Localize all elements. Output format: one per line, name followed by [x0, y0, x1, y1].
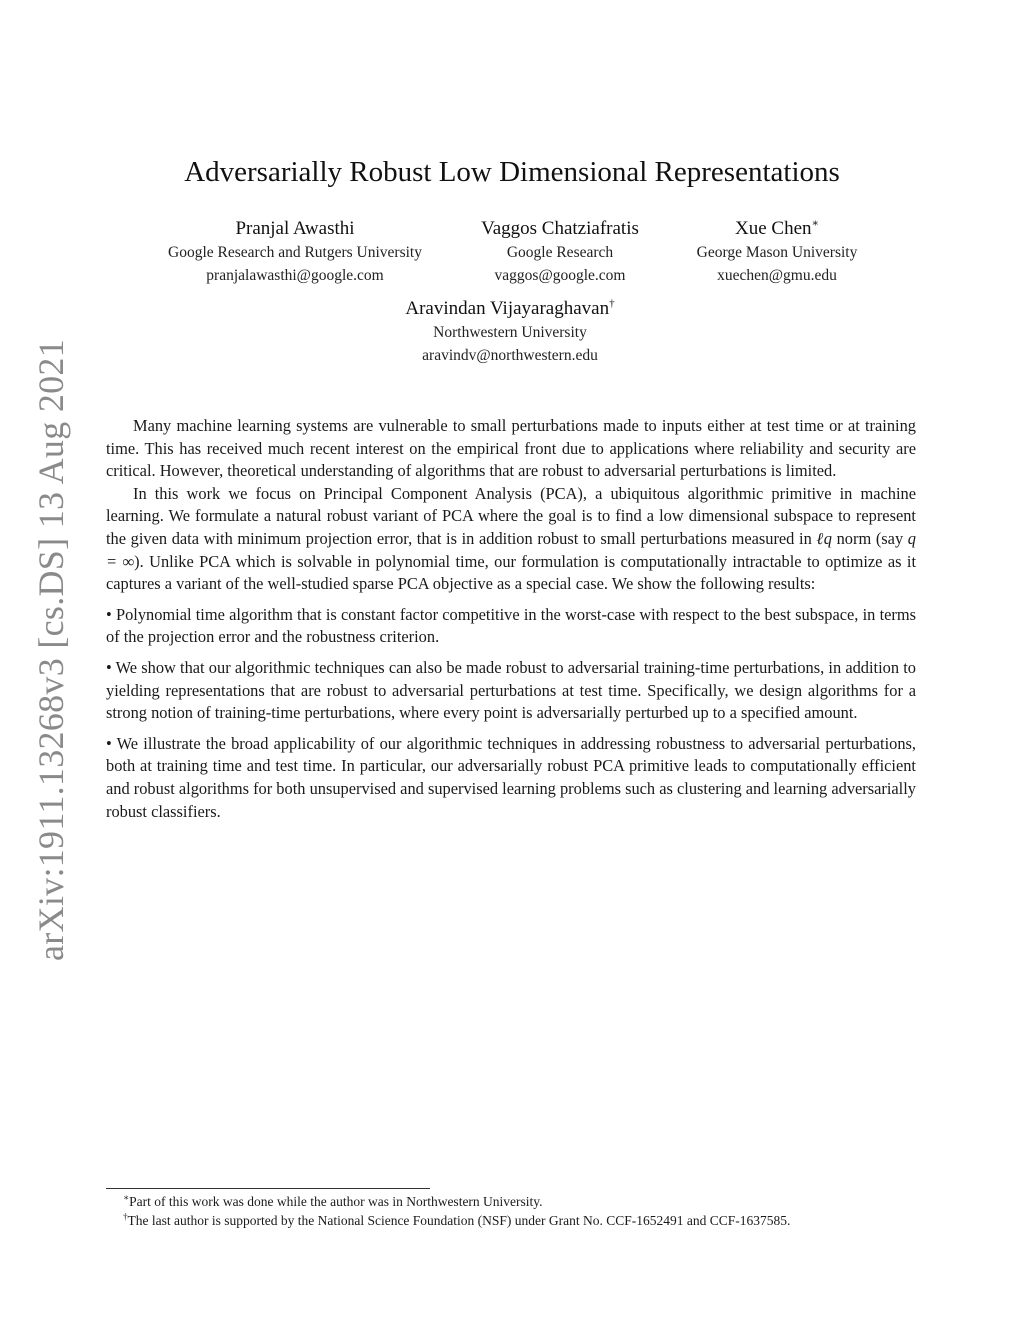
result-bullet: • We illustrate the broad applicability of our algorithmic techniques in addressing robustness to adversarial perturbations, both at training time and test time. In particular, our adversarially robust PCA primitive leads to computationally efficient and robust algorithms for both unsupervised and supervised learning problems such as clustering and learning adversarially robust classifiers.: [106, 733, 916, 821]
result-bullet: • Polynomial time algorithm that is constant factor competitive in the worst-case with respect to the best subspace, in terms of the projection error and the robustness criterion.: [106, 604, 916, 647]
footnote: †The last author is supported by the National Science Foundation (NSF) under Grant No. CCF-1652491 and CCF-1637585.: [123, 1211, 791, 1228]
result-bullet: • We show that our algorithmic techniques can also be made robust to adversarial training-time perturbations, in addition to yielding representations that are robust to adversarial perturbations at test time. Specifically, we design algorithms for a strong notion of training-time perturbations, where every point is adversarially perturbed up to a specified amount.: [106, 657, 916, 723]
author-affiliation: Northwestern University: [433, 324, 587, 341]
arxiv-stamp: [28, 338, 74, 962]
author-block: [450, 217, 670, 287]
author-email: aravindv@northwestern.edu: [422, 347, 598, 364]
author-name: Vaggos Chatziafratis: [481, 218, 639, 239]
abstract-paragraph: Many machine learning systems are vulnerable to small perturbations made to inputs either at test time or at training time. This has received much recent interest on the empirical front due to applications where reliability and security are critical. However, theoretical understanding of algorithms that are robust to adversarial perturbations is limited.: [106, 416, 916, 481]
author-email: vaggos@google.com: [494, 267, 626, 284]
author-email: xuechen@gmu.edu: [717, 267, 837, 284]
author-name: Xue Chen∗: [735, 217, 819, 239]
author-email: pranjalawasthi@google.com: [206, 267, 384, 284]
author-affiliation: Google Research: [506, 244, 614, 261]
author-name: Pranjal Awasthi: [235, 218, 355, 239]
q-infinity-expression: q = ∞: [106, 528, 916, 571]
author-block: [682, 217, 872, 287]
author-affiliation: Google Research and Rutgers University: [168, 244, 422, 261]
footnotes: [123, 1192, 923, 1230]
footnote-rule: [106, 1188, 430, 1189]
author-block: [150, 217, 440, 287]
author-block: [350, 297, 670, 367]
abstract-paragraph: In this work we focus on Principal Component Analysis (PCA), a ubiquitous algorithmic primitive in machine learning. We formulate a natural robust variant of PCA where the goal is to find a low dimensional subspace to represent the given data with minimum projection error, that is in addition robust to small perturbations measured in ℓq norm (say q = ∞). Unlike PCA which is solvable in polynomial time, our formulation is computationally intractable to optimize as it captures a variant of the well-studied sparse PCA objective as a special case. We show the following results:: [106, 483, 917, 594]
author-name: Aravindan Vijayaraghavan†: [405, 297, 615, 319]
arxiv-stamp-text: arXiv:1911.13268v3 [cs.DS] 13 Aug 2021: [31, 338, 71, 962]
author-affiliation: George Mason University: [696, 244, 858, 261]
lq-norm-symbol: ℓq: [816, 528, 832, 548]
footnote: ∗Part of this work was done while the author was in Northwestern University.: [123, 1192, 543, 1209]
paper-title: Adversarially Robust Low Dimensional Representations: [184, 156, 840, 188]
abstract: [106, 415, 916, 823]
